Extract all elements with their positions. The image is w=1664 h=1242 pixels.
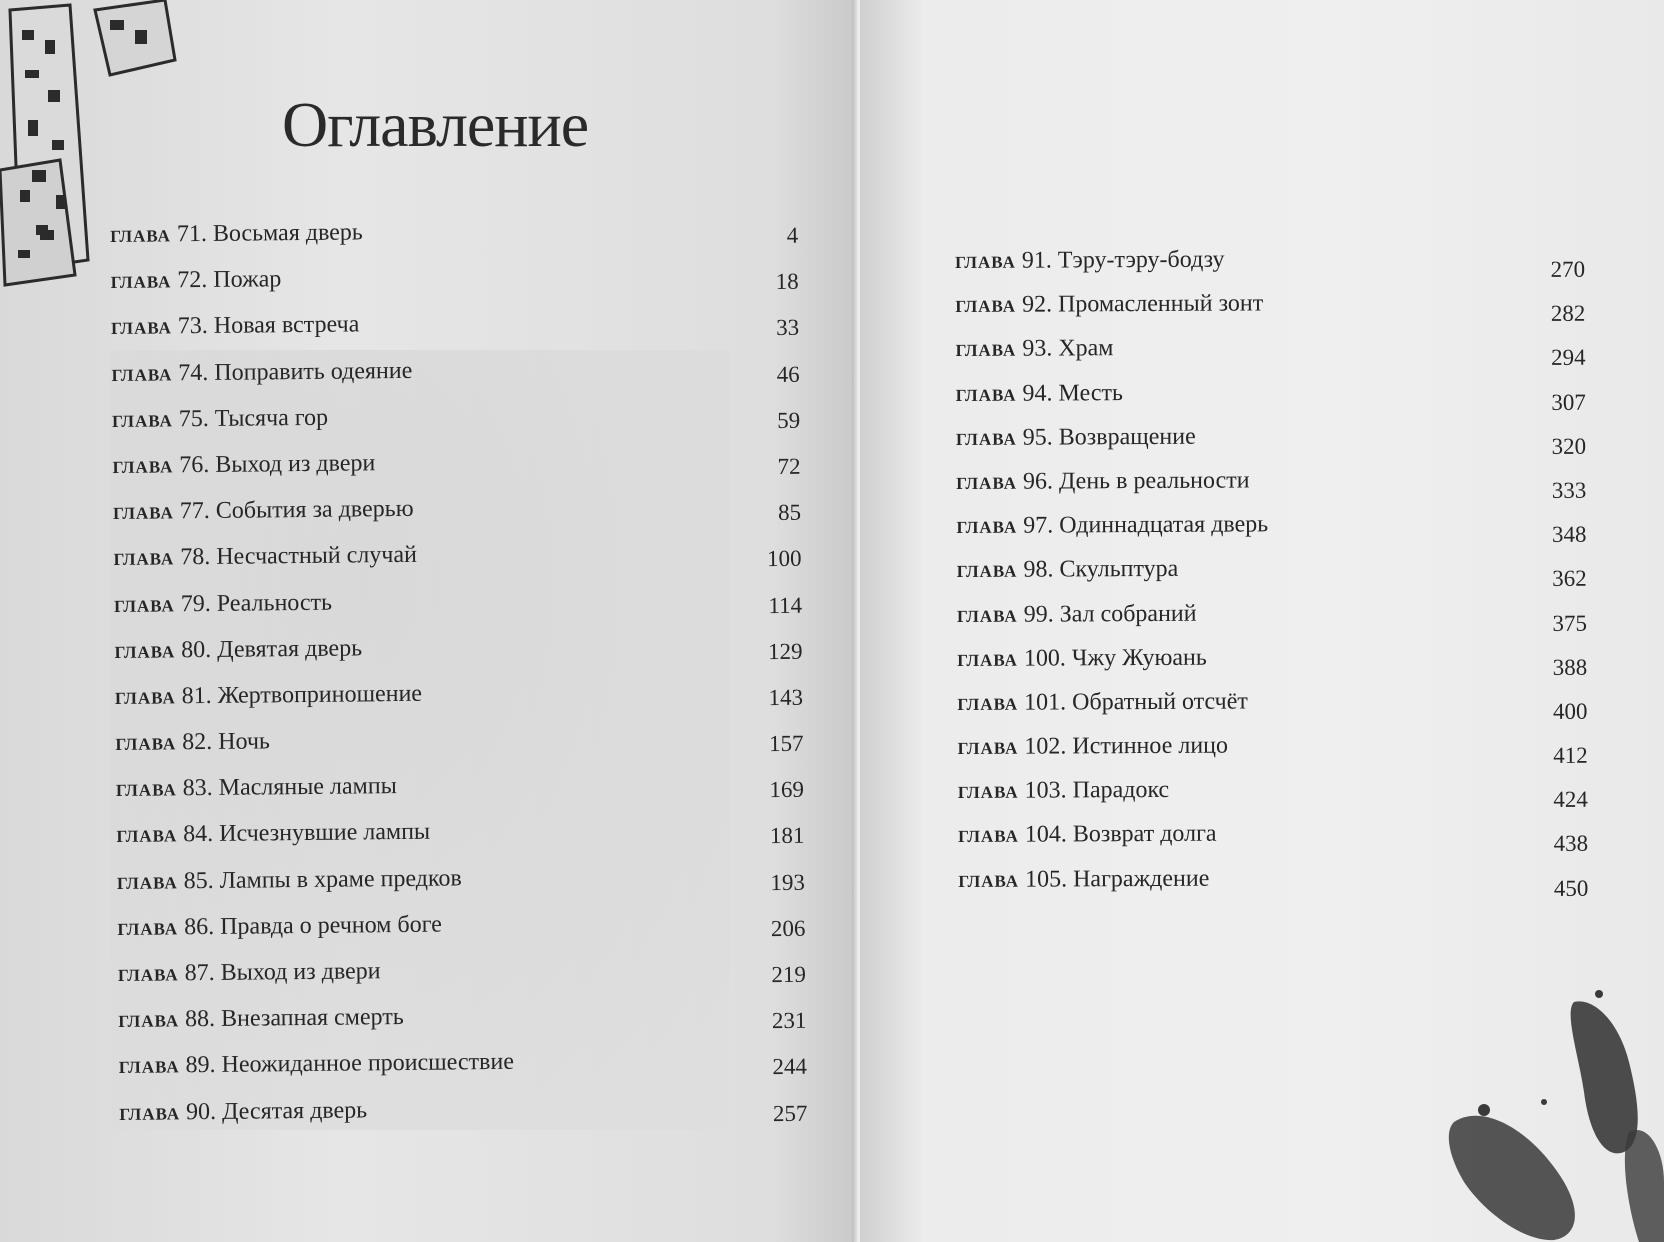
toc-entry-label [115, 728, 270, 757]
chapter-title: Месть [1058, 379, 1123, 407]
chapter-title: Зал собраний [1059, 600, 1197, 627]
chapter-number: 77. [179, 498, 210, 525]
page-number: 46 [776, 361, 800, 387]
chapter-number: 89. [185, 1052, 216, 1079]
page-number: 231 [771, 1007, 807, 1034]
chapter-prefix: ГЛАВА [112, 457, 174, 477]
chapter-title: Ночь [218, 728, 271, 755]
chapter-prefix: ГЛАВА [956, 517, 1018, 538]
chapter-title: Жертвоприношение [217, 680, 423, 709]
page-number: 424 [1553, 786, 1588, 813]
chapter-number: 102. [1024, 733, 1067, 760]
chapter-prefix: ГЛАВА [114, 688, 176, 708]
chapter-number: 83. [182, 775, 213, 802]
page-number: 181 [769, 823, 805, 849]
toc-entry [118, 1000, 808, 1053]
toc-entry [119, 1046, 809, 1099]
toc-entry [957, 642, 1587, 689]
chapter-title: День в реальности [1058, 467, 1250, 495]
toc-entry [119, 1092, 809, 1145]
chapter-title: Правда о речном боге [219, 911, 442, 940]
toc-entry-label [958, 777, 1169, 805]
toc-entry [957, 554, 1587, 601]
chapter-prefix: ГЛАВА [117, 965, 179, 985]
toc-entry-label [119, 1049, 514, 1080]
chapter-prefix: ГЛАВА [958, 871, 1020, 891]
page-number: 129 [767, 638, 803, 664]
chapter-title: Масляные лампы [218, 773, 397, 802]
chapter-prefix: ГЛАВА [110, 226, 171, 246]
page-number: 4 [786, 222, 799, 248]
toc-entry [118, 954, 808, 1007]
chapter-title: Лампы в храме предков [219, 864, 462, 894]
toc-entry-label [956, 423, 1196, 451]
toc-entry [111, 307, 801, 360]
toc-entry-label [957, 644, 1207, 672]
chapter-prefix: ГЛАВА [111, 411, 173, 431]
toc-entry [956, 377, 1586, 424]
chapter-number: 94. [1022, 380, 1053, 407]
chapter-prefix: ГЛАВА [119, 1103, 181, 1124]
chapter-title: Исчезнувшие лампы [219, 819, 431, 848]
toc-entry-label [118, 958, 381, 988]
page-number: 412 [1553, 742, 1588, 768]
chapter-number: 82. [182, 729, 213, 756]
toc-entry [113, 538, 803, 591]
toc-entry [958, 819, 1588, 866]
toc-entry-label [955, 291, 1263, 320]
chapter-number: 71. [176, 220, 208, 248]
toc-entry-label [116, 819, 430, 849]
chapter-number: 91. [1021, 247, 1052, 274]
chapter-number: 105. [1024, 866, 1068, 893]
page-number: 143 [768, 684, 804, 711]
chapter-title: Истинное лицо [1072, 732, 1229, 760]
toc-entry [955, 333, 1585, 380]
toc-entry-label [114, 635, 362, 665]
chapter-prefix: ГЛАВА [955, 296, 1017, 317]
toc-entry [115, 677, 805, 730]
chapter-title: Поправить одеяние [214, 357, 413, 386]
chapter-prefix: ГЛАВА [957, 738, 1019, 759]
ink-brush-splash-icon [1424, 982, 1664, 1242]
toc-entry-label [956, 380, 1123, 408]
page-number: 450 [1553, 875, 1589, 901]
page-number: 219 [771, 961, 807, 988]
chapter-number: 73. [177, 313, 208, 340]
chapter-title: Награждение [1072, 865, 1210, 893]
chapter-prefix: ГЛАВА [115, 734, 177, 755]
toc-entry [956, 466, 1586, 513]
chapter-number: 80. [181, 636, 212, 663]
chapter-title: Чжу Жуюань [1071, 644, 1207, 672]
toc-entry [955, 289, 1585, 336]
chapter-prefix: ГЛАВА [112, 503, 174, 524]
chapter-prefix: ГЛАВА [118, 1057, 180, 1078]
chapter-prefix: ГЛАВА [957, 650, 1018, 670]
page-number: 114 [768, 592, 803, 618]
chapter-title: Девятая дверь [217, 635, 363, 663]
toc-entry [110, 261, 800, 314]
toc-entry-label [112, 450, 375, 480]
page-number: 257 [772, 1100, 808, 1126]
chapter-title: Несчастный случай [216, 542, 418, 571]
chapter-title: Выход из двери [220, 958, 381, 986]
chapter-number: 95. [1022, 424, 1053, 451]
chapter-title: Тэру-тэру-бодзу [1057, 246, 1225, 274]
chapter-prefix: ГЛАВА [957, 694, 1019, 714]
toc-entry-label [110, 219, 363, 249]
toc-entry [956, 421, 1586, 468]
toc-entry [113, 492, 803, 545]
chapter-prefix: ГЛАВА [113, 549, 175, 570]
page-number: 348 [1551, 521, 1587, 548]
toc-entry-label [110, 266, 281, 295]
toc-entry-label [115, 681, 422, 711]
chapter-title: Тысяча гор [214, 404, 329, 432]
page-number: 333 [1551, 477, 1587, 503]
toc-entry-label [958, 865, 1209, 893]
chapter-number: 104. [1024, 821, 1067, 849]
chapter-number: 84. [183, 821, 214, 848]
toc-entry [117, 861, 807, 914]
chapter-number: 76. [179, 451, 210, 479]
chapter-prefix: ГЛАВА [111, 364, 173, 385]
page-number: 100 [766, 546, 802, 572]
page-number: 307 [1551, 389, 1586, 415]
chapter-prefix: ГЛАВА [955, 429, 1017, 449]
chapter-prefix: ГЛАВА [955, 341, 1017, 361]
page-number: 362 [1552, 566, 1587, 592]
toc-entry-label [113, 496, 414, 526]
page-number: 157 [768, 730, 804, 757]
page-number: 270 [1550, 256, 1586, 282]
toc-entry [958, 775, 1588, 822]
chapter-prefix: ГЛАВА [955, 385, 1017, 405]
page-number: 18 [775, 268, 799, 295]
toc-entry-label [957, 556, 1179, 584]
page-number: 294 [1551, 345, 1586, 371]
toc-entry [956, 510, 1586, 557]
chapter-title: Парадокс [1072, 777, 1170, 804]
page-number: 400 [1552, 698, 1588, 724]
chapter-title: Промасленный зонт [1057, 290, 1264, 318]
chapter-prefix: ГЛАВА [116, 826, 178, 847]
toc-entry-label [958, 821, 1217, 849]
toc-entry-label [116, 773, 397, 803]
chapter-title: Пожар [213, 266, 282, 294]
toc-entry [115, 723, 805, 776]
page-number: 320 [1551, 433, 1587, 459]
chapter-prefix: ГЛАВА [956, 606, 1018, 626]
toc-entry [110, 215, 800, 268]
toc-entry-label [955, 336, 1113, 364]
chapter-number: 72. [177, 267, 208, 294]
chapter-number: 90. [185, 1098, 217, 1125]
toc-entry-label [117, 865, 462, 896]
toc-entry [116, 769, 806, 822]
toc-entry [957, 598, 1587, 645]
chapter-number: 78. [180, 544, 211, 571]
page-number: 59 [776, 407, 801, 433]
chapter-prefix: ГЛАВА [958, 827, 1019, 847]
toc-entry-label [958, 733, 1229, 761]
toc-entry-label [955, 247, 1225, 275]
toc-entry [114, 630, 804, 683]
chapter-title: Внезапная смерть [220, 1004, 404, 1033]
toc-entry-label [114, 589, 332, 618]
page-number: 388 [1552, 654, 1588, 680]
toc-entry-label [111, 357, 412, 387]
toc-entry-label [117, 911, 442, 941]
chapter-title: События за дверью [215, 495, 414, 525]
chapter-prefix: ГЛАВА [113, 595, 175, 616]
chapter-number: 92. [1021, 291, 1053, 318]
chapter-title: Неожиданное происшествие [221, 1049, 515, 1079]
chapter-title: Реальность [216, 589, 333, 617]
toc-entry [111, 353, 801, 406]
page-number: 193 [770, 869, 806, 895]
chapter-title: Возврат долга [1072, 821, 1217, 848]
chapter-prefix: ГЛАВА [115, 780, 177, 801]
toc-entry-label [118, 1004, 404, 1034]
page-number: 244 [772, 1054, 808, 1080]
page-number: 206 [770, 915, 806, 941]
chapter-number: 75. [178, 405, 209, 433]
chapter-number: 88. [184, 1006, 216, 1033]
toc-entry [955, 245, 1585, 292]
toc-title: Оглавление [282, 89, 589, 160]
chapter-title: Храм [1058, 335, 1114, 362]
page-number: 169 [769, 777, 805, 803]
chapter-title: Новая встреча [213, 311, 360, 340]
chapter-number: 101. [1024, 689, 1067, 716]
toc-entry [958, 731, 1588, 778]
toc-entry [114, 584, 804, 637]
chapter-prefix: ГЛАВА [117, 919, 179, 939]
chapter-prefix: ГЛАВА [955, 252, 1016, 272]
chapter-title: Обратный отсчёт [1072, 688, 1248, 716]
chapter-prefix: ГЛАВА [111, 318, 172, 339]
chapter-title: Десятая дверь [221, 1096, 368, 1125]
page-number: 282 [1550, 300, 1586, 327]
toc-entry [112, 400, 802, 453]
page-number: 85 [777, 499, 802, 526]
toc-entry [117, 908, 807, 961]
toc-entry-label [113, 542, 417, 572]
toc-entry-label [119, 1097, 367, 1127]
chapter-title: Скульптура [1059, 556, 1179, 583]
chapter-number: 98. [1023, 556, 1054, 583]
chapter-prefix: ГЛАВА [114, 642, 176, 662]
chapter-prefix: ГЛАВА [116, 872, 178, 893]
toc-right-column [955, 245, 1588, 911]
toc-entry [958, 863, 1588, 910]
chapter-title: Восьмая дверь [212, 219, 363, 247]
chapter-number: 81. [181, 682, 212, 710]
chapter-number: 100. [1023, 645, 1066, 672]
chapter-number: 103. [1024, 777, 1067, 804]
chapter-number: 97. [1023, 512, 1054, 539]
chapter-number: 74. [178, 359, 209, 386]
chapter-prefix: ГЛАВА [956, 561, 1018, 582]
toc-entry [116, 815, 806, 868]
toc-entry-label [956, 467, 1249, 496]
chapter-number: 96. [1022, 468, 1054, 495]
toc-left-column [110, 215, 810, 1146]
page-number: 375 [1552, 610, 1588, 636]
chapter-prefix: ГЛАВА [110, 272, 172, 293]
toc-entry [957, 687, 1587, 734]
toc-entry-label [957, 688, 1248, 717]
chapter-number: 99. [1023, 600, 1054, 628]
chapter-number: 93. [1022, 335, 1053, 363]
chapter-number: 87. [184, 959, 215, 987]
chapter-number: 79. [180, 590, 211, 617]
page-number: 438 [1553, 831, 1589, 857]
chapter-prefix: ГЛАВА [118, 1011, 180, 1032]
toc-entry-label [957, 600, 1197, 628]
chapter-title: Одиннадцатая дверь [1059, 511, 1269, 539]
toc-entry-label [112, 404, 328, 433]
chapter-prefix: ГЛАВА [957, 782, 1019, 803]
toc-entry-label [956, 511, 1268, 540]
toc-entry-label [111, 312, 359, 342]
page-number: 33 [776, 315, 800, 341]
chapter-number: 85. [183, 867, 214, 894]
toc-entry [112, 446, 802, 499]
chapter-title: Возвращение [1058, 423, 1196, 451]
page-number: 72 [777, 453, 801, 479]
chapter-title: Выход из двери [215, 450, 376, 478]
chapter-number: 86. [184, 913, 215, 941]
chapter-prefix: ГЛАВА [956, 473, 1018, 493]
